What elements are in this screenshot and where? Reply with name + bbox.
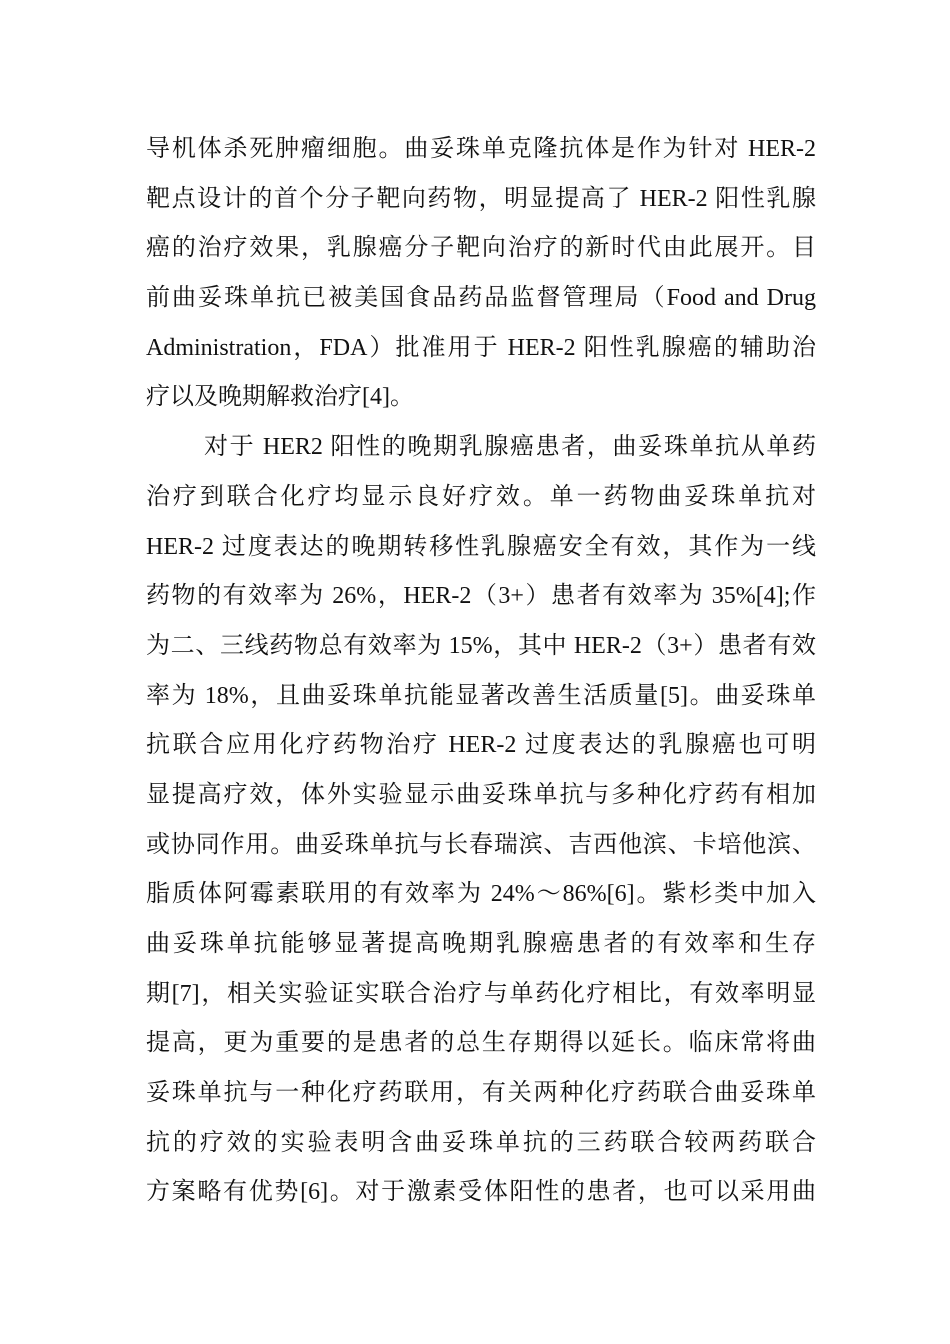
text-line: 率为 18%，且曲妥珠单抗能显著改善生活质量[5]。曲妥珠单 [146, 682, 816, 709]
paragraph-1 [146, 125, 816, 423]
text-line: 提高，更为重要的是患者的总生存期得以延长。临床常将曲 [146, 1030, 816, 1057]
text-line: 疗以及晚期解救治疗[4]。 [146, 384, 414, 411]
paragraph-2 [146, 423, 816, 1218]
text-line: 显提高疗效，体外实验显示曲妥珠单抗与多种化疗药有相加 [146, 781, 816, 808]
text-line: 导机体杀死肿瘤细胞。曲妥珠单克隆抗体是作为针对 HER-2 [146, 136, 816, 162]
text-line: 抗联合应用化疗药物治疗 HER-2 过度表达的乳腺癌也可明 [146, 732, 816, 759]
text-line: 对于 HER2 阳性的晚期乳腺癌患者，曲妥珠单抗从单药 [204, 434, 816, 461]
text-line: 为二、三线药物总有效率为 15%，其中 HER-2（3+）患者有效 [146, 632, 816, 659]
text-line: 抗的疗效的实验表明含曲妥珠单抗的三药联合较两药联合 [146, 1129, 816, 1156]
text-line: 妥珠单抗与一种化疗药联用，有关两种化疗药联合曲妥珠单 [146, 1080, 816, 1107]
text-line: 或协同作用。曲妥珠单抗与长春瑞滨、吉西他滨、卡培他滨、 [146, 831, 816, 858]
text-line: 治疗到联合化疗均显示良好疗效。单一药物曲妥珠单抗对 [146, 483, 816, 510]
text-line: 药物的有效率为 26%，HER-2（3+）患者有效率为 35%[4];作 [146, 583, 816, 610]
text-line: 曲妥珠单抗能够显著提高晚期乳腺癌患者的有效率和生存 [146, 931, 816, 957]
text-line: 癌的治疗效果，乳腺癌分子靶向治疗的新时代由此展开。目 [146, 235, 816, 262]
text-line: 前曲妥珠单抗已被美国食品药品监督管理局（Food and Drug [146, 285, 816, 312]
text-line: 方案略有优势[6]。对于激素受体阳性的患者，也可以采用曲 [146, 1179, 816, 1206]
text-line: Administration，FDA）批准用于 HER-2 阳性乳腺癌的辅助治 [146, 334, 816, 361]
body-text [146, 125, 816, 1218]
text-line: 靶点设计的首个分子靶向药物，明显提高了 HER-2 阳性乳腺 [146, 185, 816, 212]
text-line: 脂质体阿霉素联用的有效率为 24%～86%[6]。紫杉类中加入 [146, 881, 816, 908]
text-line: HER-2 过度表达的晚期转移性乳腺癌安全有效，其作为一线 [146, 533, 816, 560]
text-line: 期[7]，相关实验证实联合治疗与单药化疗相比，有效率明显 [146, 980, 816, 1007]
